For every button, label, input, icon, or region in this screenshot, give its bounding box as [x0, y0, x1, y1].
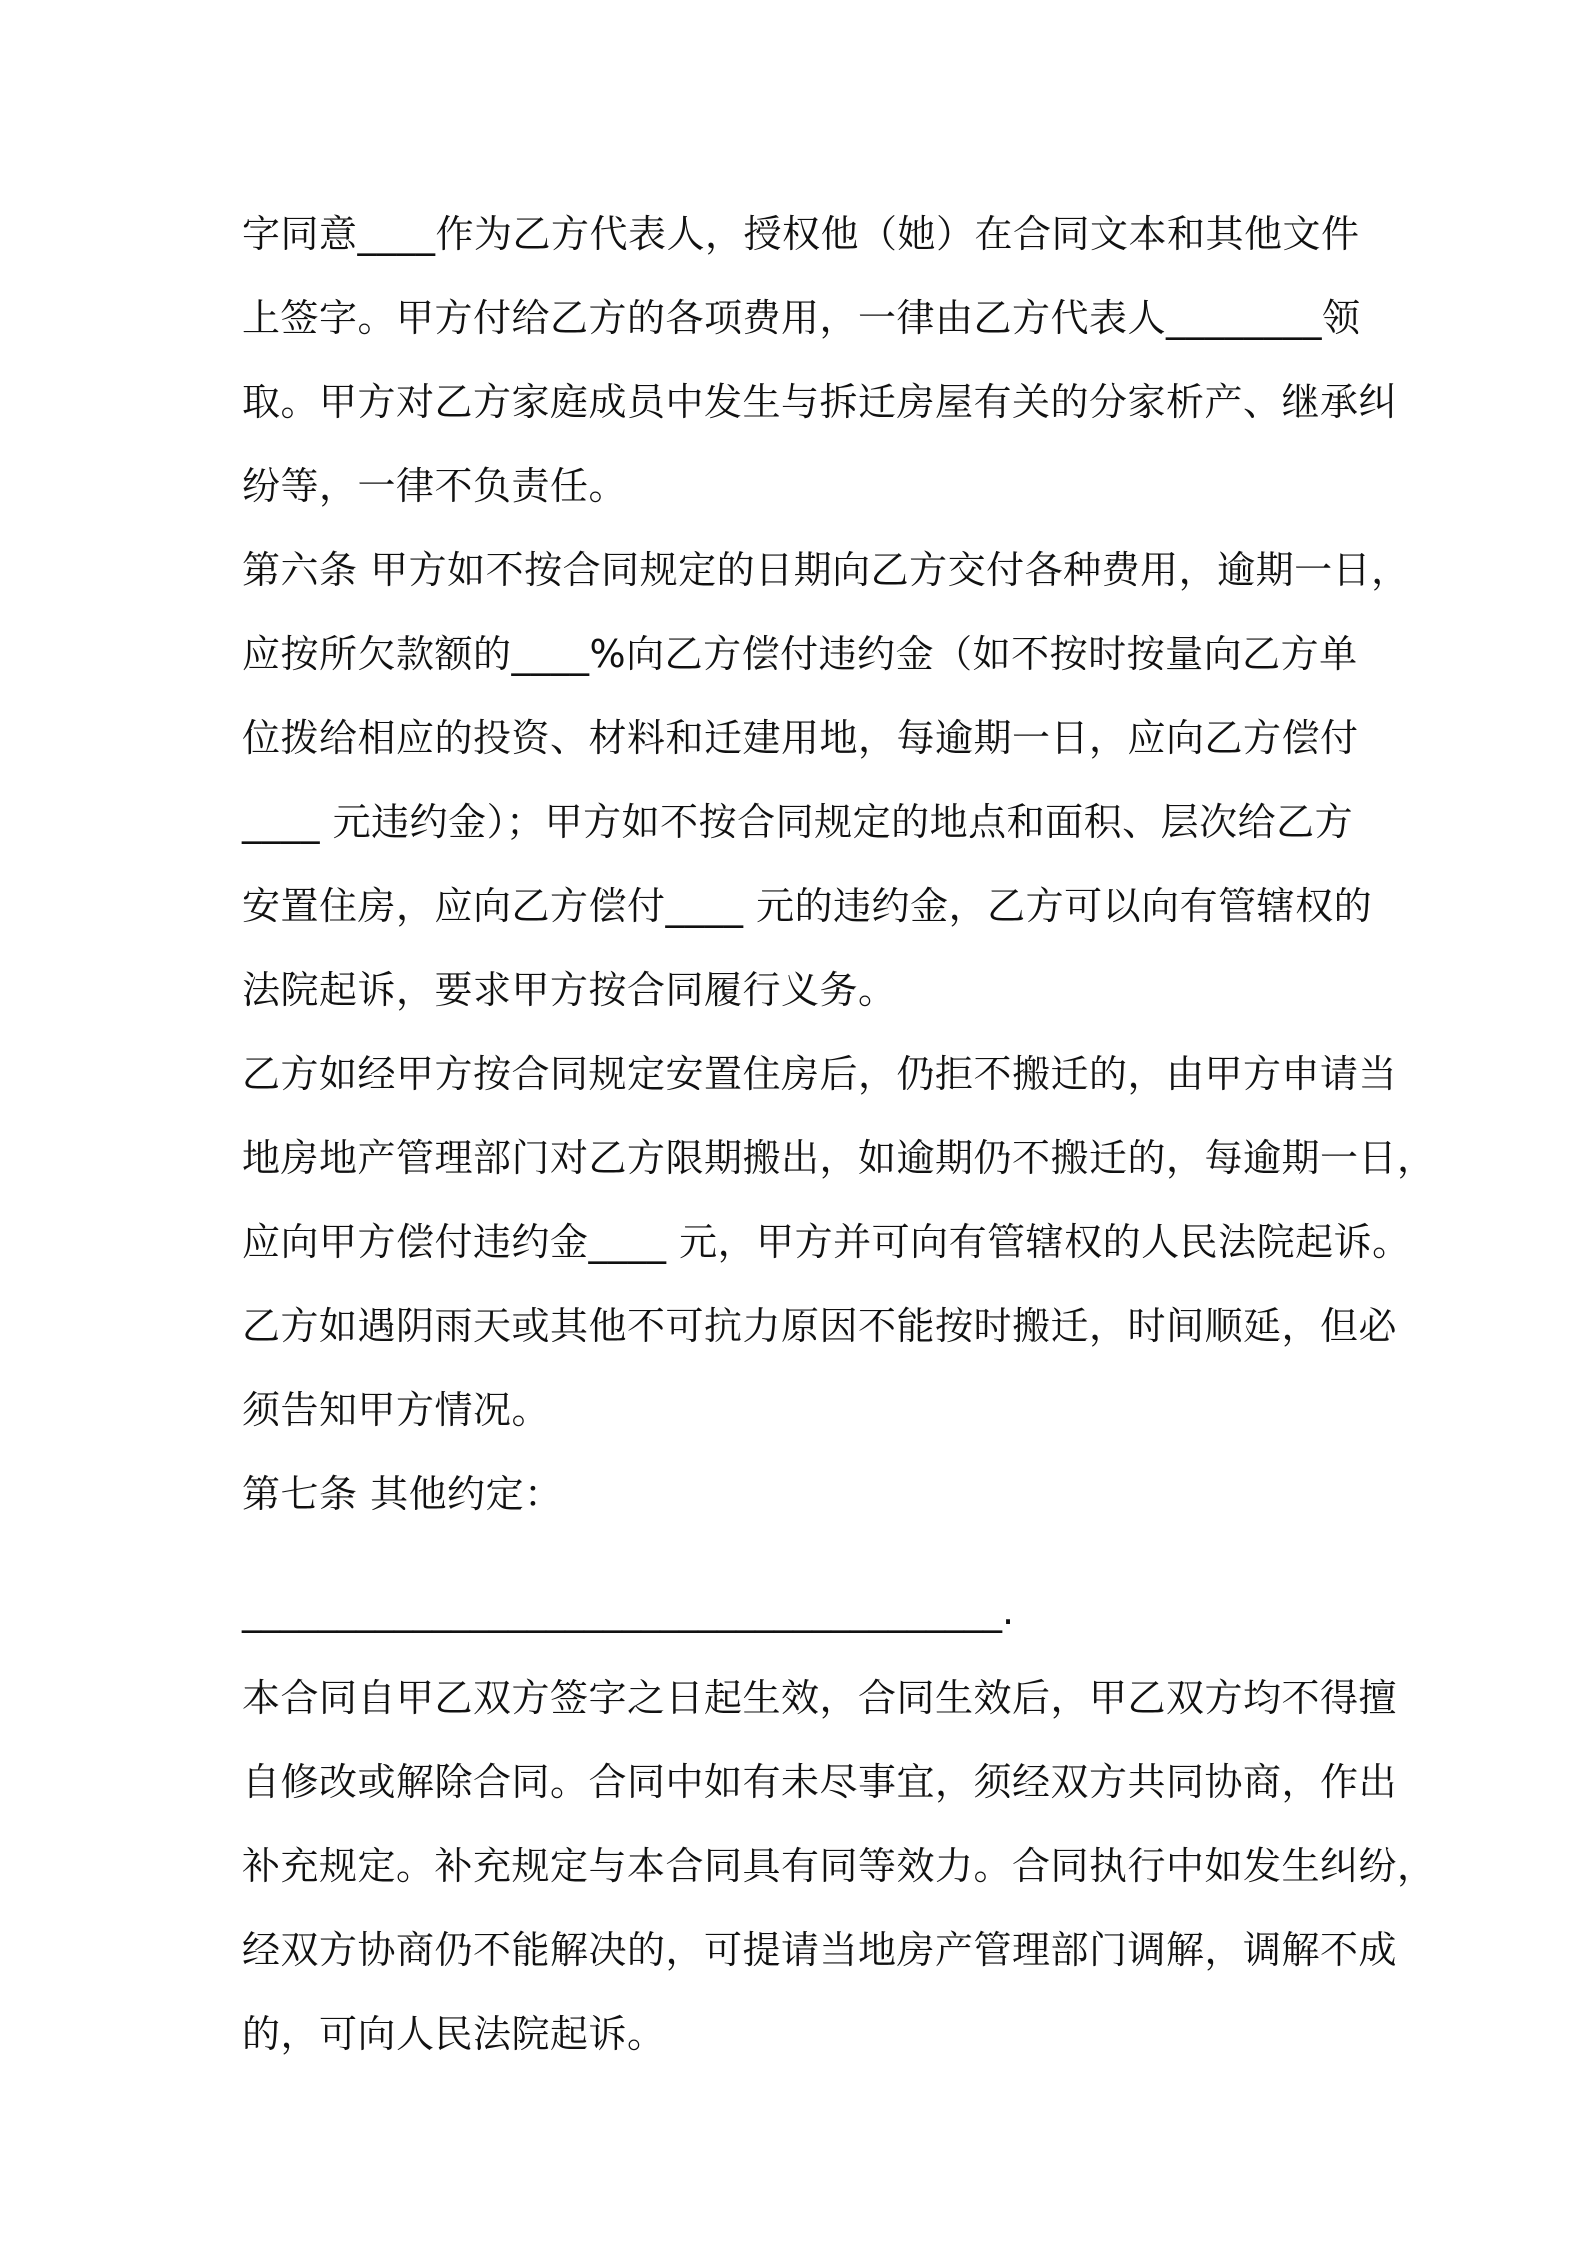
text-line: 须告知甲方情况。	[242, 1388, 551, 1432]
text-line: 安置住房，应向乙方偿付____ 元的违约金，乙方可以向有管辖权的	[242, 884, 1373, 928]
text-line: 取。甲方对乙方家庭成员中发生与拆迁房屋有关的分家析产、继承纠	[242, 380, 1398, 424]
fill-in-blank-line: ________________________________________.	[242, 1589, 1015, 1633]
text-line: 的，可向人民法院起诉。	[242, 2012, 666, 2056]
text-line: 纷等，一律不负责任。	[242, 464, 628, 508]
text-line: 经双方协商仍不能解决的，可提请当地房产管理部门调解，调解不成	[242, 1928, 1398, 1972]
text-line: 自修改或解除合同。合同中如有未尽事宜，须经双方共同协商，作出	[242, 1760, 1398, 1804]
text-line: 地房地产管理部门对乙方限期搬出，如逾期仍不搬迁的，每逾期一日，	[242, 1136, 1436, 1180]
text-line: 本合同自甲乙双方签字之日起生效，合同生效后，甲乙双方均不得擅	[242, 1676, 1398, 1720]
text-line: 位拨给相应的投资、材料和迁建用地，每逾期一日，应向乙方偿付	[242, 716, 1359, 760]
article-6-heading-line: 第六条 甲方如不按合同规定的日期向乙方交付各种费用，逾期一日，	[242, 548, 1410, 592]
text-line: 法院起诉，要求甲方按合同履行义务。	[242, 968, 897, 1012]
text-line: ____ 元违约金）；甲方如不按合同规定的地点和面积、层次给乙方	[242, 800, 1354, 844]
article-7-heading-line: 第七条 其他约定：	[242, 1472, 563, 1516]
text-line: 上签字。甲方付给乙方的各项费用，一律由乙方代表人________领	[242, 296, 1361, 340]
text-line: 补充规定。补充规定与本合同具有同等效力。合同执行中如发生纠纷，	[242, 1844, 1436, 1888]
text-line: 字同意____作为乙方代表人，授权他（她）在合同文本和其他文件	[242, 212, 1360, 256]
text-line: 应按所欠款额的____%向乙方偿付违约金（如不按时按量向乙方单	[242, 632, 1358, 676]
text-line: 乙方如遇阴雨天或其他不可抗力原因不能按时搬迁，时间顺延，但必	[242, 1304, 1398, 1348]
text-line: 乙方如经甲方按合同规定安置住房后，仍拒不搬迁的，由甲方申请当	[242, 1052, 1398, 1096]
document-body	[242, 192, 1436, 2076]
text-line: 应向甲方偿付违约金____ 元，甲方并可向有管辖权的人民法院起诉。	[242, 1220, 1411, 1264]
